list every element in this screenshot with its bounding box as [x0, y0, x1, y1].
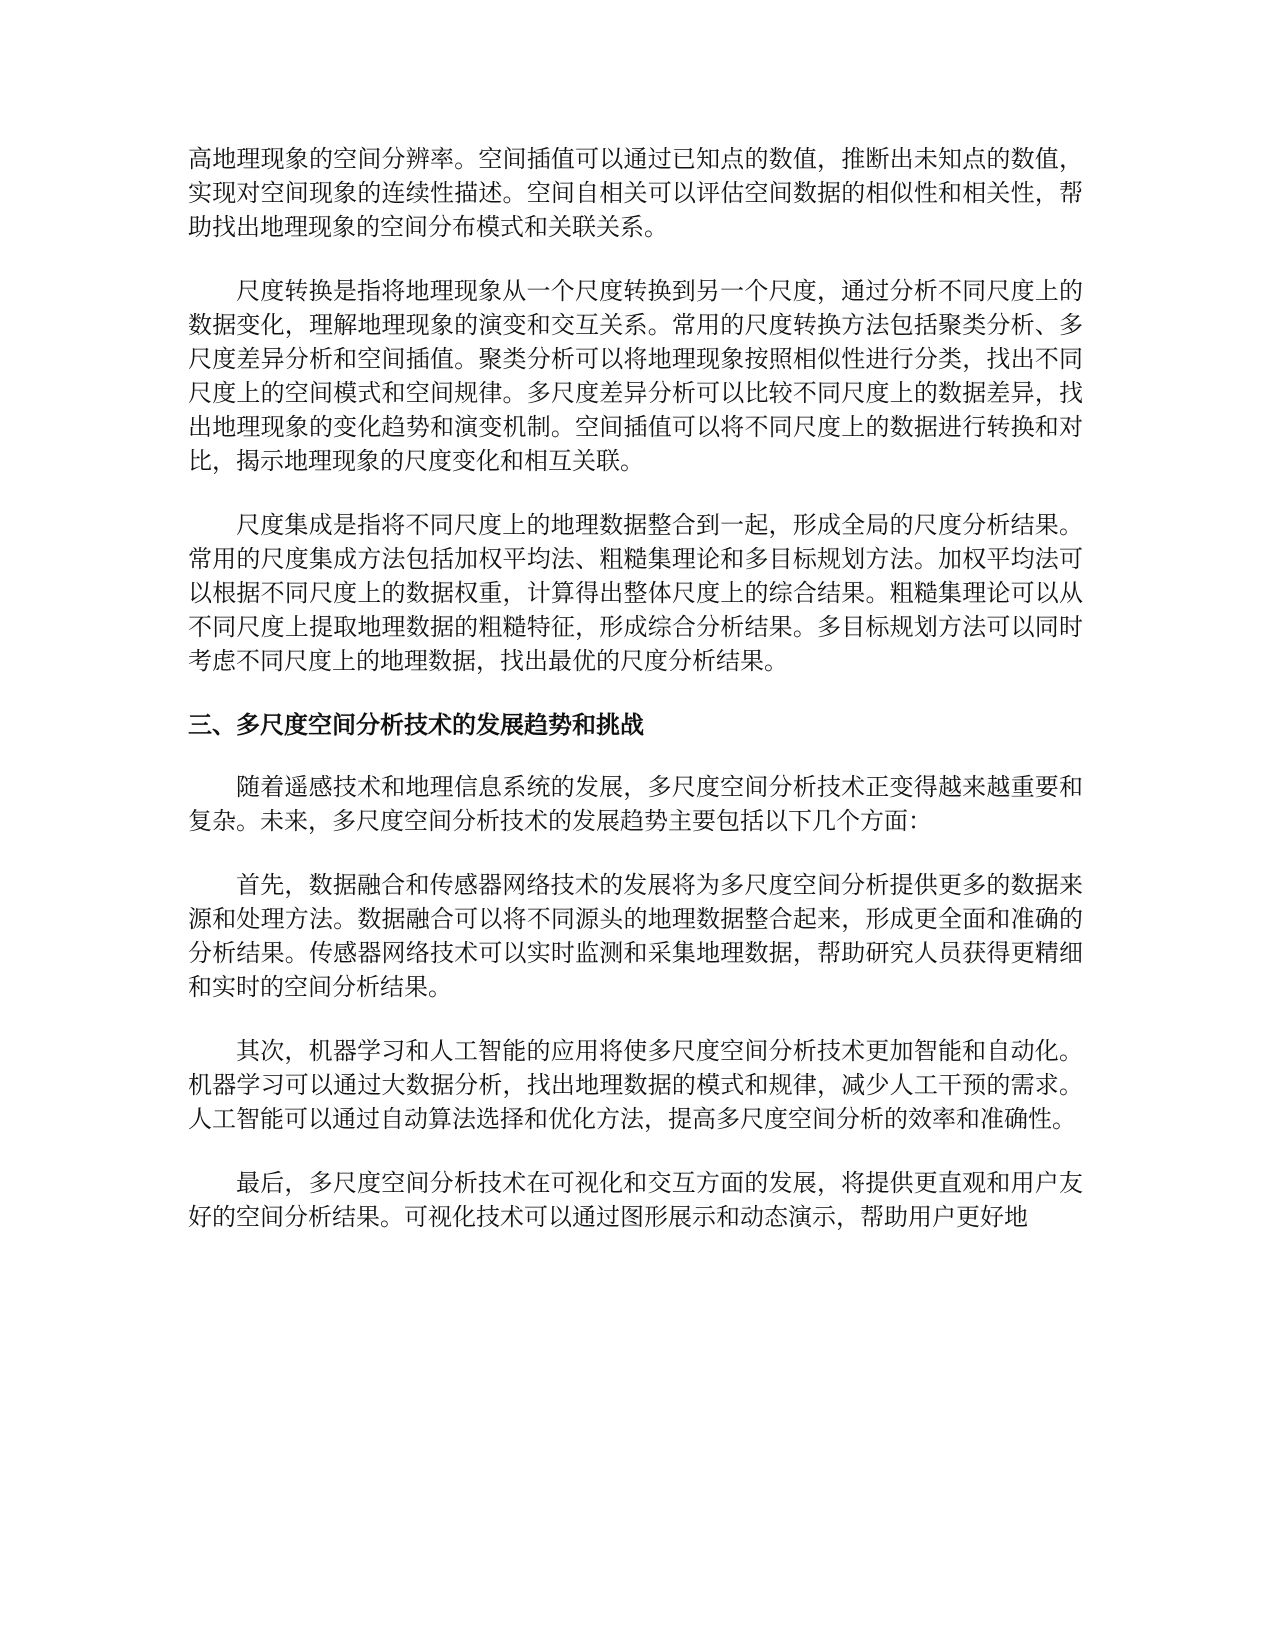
paragraph-data-fusion: 首先，数据融合和传感器网络技术的发展将为多尺度空间分析提供更多的数据来源和处理方法。数据融合可以将不同源头的地理数据整合起来，形成更全面和准确的分析结果。传感器网络技术可以实时监测和采集地理数据，帮助研究人员获得更精细和实时的空间分析结果。 — [188, 871, 1083, 1001]
section-heading: 三、多尺度空间分析技术的发展趋势和挑战 — [188, 711, 644, 739]
paragraph-scale-conversion: 尺度转换是指将地理现象从一个尺度转换到另一个尺度，通过分析不同尺度上的数据变化，理解地理现象的演变和交互关系。常用的尺度转换方法包括聚类分析、多尺度差异分析和空间插值。聚类分析可以将地理现象按照相似性进行分类，找出不同尺度上的空间模式和空间规律。多尺度差异分析可以比较不同尺度上的数据差异，找出地理现象的变化趋势和演变机制。空间插值可以将不同尺度上的数据进行转换和对比，揭示地理现象的尺度变化和相互关联。 — [188, 277, 1083, 475]
paragraph-spatial-interpolation: 高地理现象的空间分辨率。空间插值可以通过已知点的数值，推断出未知点的数值，实现对空间现象的连续性描述。空间自相关可以评估空间数据的相似性和相关性，帮助找出地理现象的空间分布模式和关联关系。 — [188, 145, 1083, 241]
document-body — [188, 142, 1083, 1264]
paragraph-scale-integration: 尺度集成是指将不同尺度上的地理数据整合到一起，形成全局的尺度分析结果。常用的尺度集成方法包括加权平均法、粗糙集理论和多目标规划方法。加权平均法可以根据不同尺度上的数据权重，计算得出整体尺度上的综合结果。粗糙集理论可以从不同尺度上提取地理数据的粗糙特征，形成综合分析结果。多目标规划方法可以同时考虑不同尺度上的地理数据，找出最优的尺度分析结果。 — [188, 511, 1083, 675]
paragraph-machine-learning: 其次，机器学习和人工智能的应用将使多尺度空间分析技术更加智能和自动化。机器学习可以通过大数据分析，找出地理数据的模式和规律，减少人工干预的需求。人工智能可以通过自动算法选择和优化方法，提高多尺度空间分析的效率和准确性。 — [188, 1037, 1083, 1133]
paragraph-visualization: 最后，多尺度空间分析技术在可视化和交互方面的发展，将提供更直观和用户友好的空间分析结果。可视化技术可以通过图形展示和动态演示，帮助用户更好地 — [188, 1169, 1083, 1231]
paragraph-trend-intro: 随着遥感技术和地理信息系统的发展，多尺度空间分析技术正变得越来越重要和复杂。未来，多尺度空间分析技术的发展趋势主要包括以下几个方面： — [188, 773, 1083, 835]
